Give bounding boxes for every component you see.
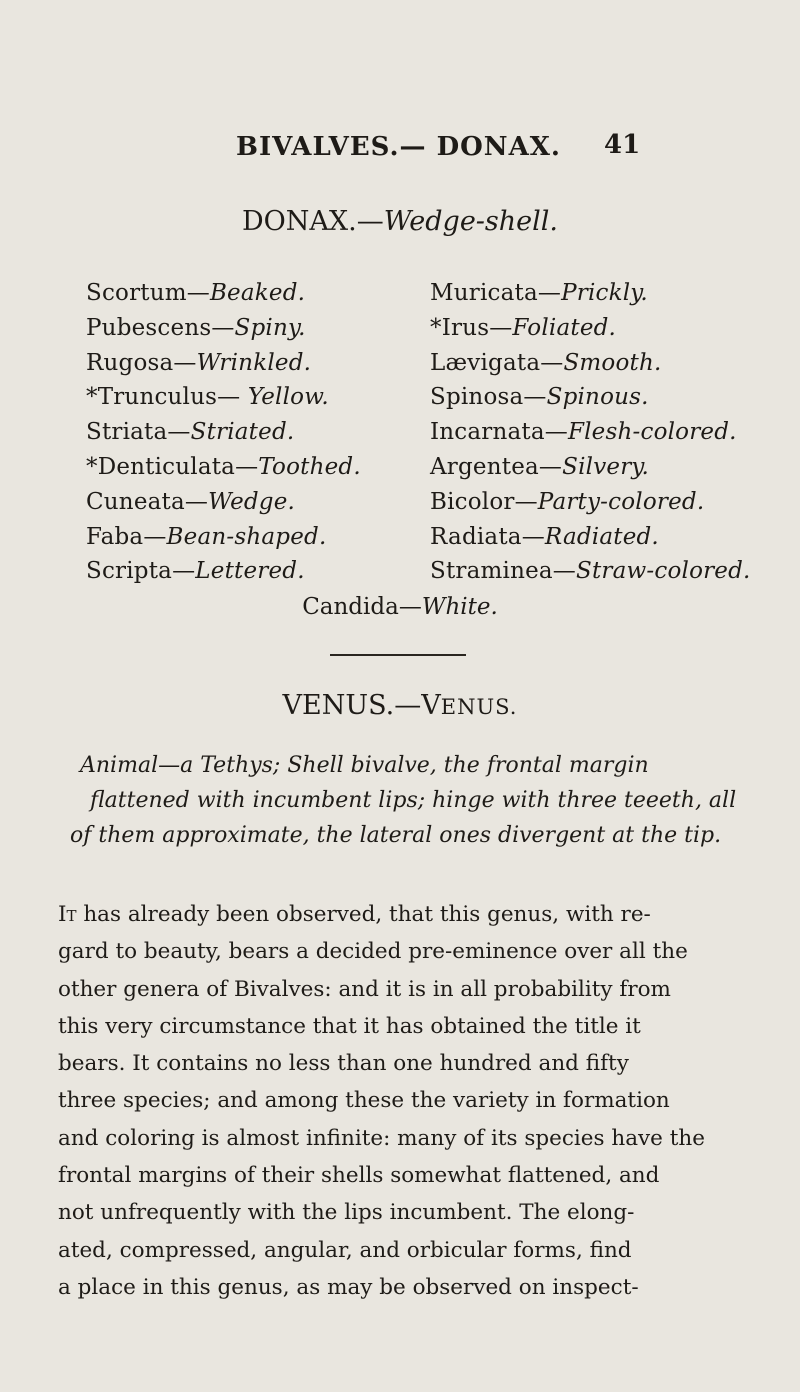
species-english: Wedge. <box>208 488 296 515</box>
species-entry <box>430 520 751 555</box>
species-english: Silvery. <box>562 453 650 480</box>
species-latin: Argentea— <box>430 453 563 480</box>
species-entry <box>430 276 751 311</box>
species-english: Smooth. <box>563 349 662 376</box>
body-line: other genera of Bivalves: and it is in all probability from <box>58 976 671 1002</box>
species-entry <box>86 485 361 520</box>
species-english: Yellow. <box>247 384 329 411</box>
page-number: 41 <box>604 130 641 160</box>
species-latin: Candida— <box>302 594 422 620</box>
species-entry <box>86 415 361 450</box>
species-english: Spiny. <box>234 314 306 341</box>
species-entry-centered <box>0 590 800 624</box>
species-latin: Scripta— <box>86 558 196 585</box>
species-latin: Scortum— <box>86 280 210 306</box>
species-latin: *Trunculus— <box>86 384 248 411</box>
body-line: frontal margins of their shells somewhat flattened, and <box>58 1163 660 1189</box>
species-english: Radiated. <box>544 523 659 550</box>
species-entry <box>430 311 751 346</box>
venus-section-title <box>0 690 800 721</box>
body-paragraph <box>58 896 748 1306</box>
body-line: this very circumstance that it has obtained the title it <box>58 1013 641 1039</box>
species-english: Wrinkled. <box>196 349 312 376</box>
running-head: BIVALVES.— DONAX. <box>236 132 561 162</box>
species-latin: Straminea— <box>430 558 577 585</box>
species-english: Prickly. <box>561 280 648 306</box>
species-latin: Pubescens— <box>86 314 235 341</box>
species-column-right <box>430 276 751 589</box>
body-line: three species; and among these the variety in formation <box>58 1088 670 1114</box>
species-entry <box>86 380 361 415</box>
body-line-rest: has already been observed, that this genus, with re- <box>76 902 651 927</box>
species-latin: Lævigata— <box>430 349 564 376</box>
donax-section-title <box>0 206 800 237</box>
species-entry <box>86 311 361 346</box>
species-latin: *Irus— <box>430 314 513 341</box>
venus-common-name: ENUS. <box>440 695 518 719</box>
species-english: Lettered. <box>195 558 305 585</box>
body-line: ated, compressed, angular, and orbicular forms, find <box>58 1237 632 1263</box>
species-entry <box>86 276 361 311</box>
species-english: Party-colored. <box>537 488 705 515</box>
species-english: Bean-shaped. <box>166 523 327 550</box>
species-english: Striated. <box>190 419 295 446</box>
species-english: Toothed. <box>258 453 361 480</box>
species-entry <box>430 380 751 415</box>
species-latin: Radiata— <box>430 523 545 550</box>
body-line: a place in this genus, as may be observed on inspect- <box>58 1274 639 1300</box>
section-divider <box>330 654 466 656</box>
donax-common-name: Wedge-shell. <box>383 206 558 237</box>
species-english: Straw-colored. <box>576 558 751 585</box>
species-entry <box>86 520 361 555</box>
species-entry <box>86 554 361 589</box>
species-latin: Incarnata— <box>430 419 568 446</box>
character-line: of them approximate, the lateral ones divergent at the tip. <box>70 823 722 848</box>
body-line: not unfrequently with the lips incumbent. The elong- <box>58 1200 635 1226</box>
species-english: Spinous. <box>546 384 649 411</box>
species-latin: Spinosa— <box>430 384 547 411</box>
species-latin: Muricata— <box>430 280 562 306</box>
body-first-word: It <box>58 902 77 927</box>
character-line: Animal—a Tethys; Shell bivalve, the frontal margin <box>80 753 649 778</box>
venus-genus: VENUS.—V <box>282 690 441 721</box>
species-latin: Faba— <box>86 523 167 550</box>
genus-character <box>70 748 750 853</box>
species-english: Beaked. <box>209 280 306 306</box>
species-latin: Bicolor— <box>430 488 538 515</box>
species-entry <box>430 346 751 381</box>
species-entry <box>430 554 751 589</box>
species-latin: Cuneata— <box>86 488 209 515</box>
species-entry <box>430 485 751 520</box>
donax-genus: DONAX.— <box>242 206 384 237</box>
body-line <box>58 896 748 933</box>
body-line: gard to beauty, bears a decided pre-eminence over all the <box>58 939 688 965</box>
species-latin: Striata— <box>86 419 191 446</box>
species-english: Foliated. <box>512 314 617 341</box>
species-entry <box>86 450 361 485</box>
body-line: bears. It contains no less than one hundred and fifty <box>58 1051 629 1077</box>
species-latin: *Denticulata— <box>86 453 259 480</box>
species-entry <box>430 415 751 450</box>
species-entry <box>86 346 361 381</box>
character-line: flattened with incumbent lips; hinge with three teeeth, all <box>90 788 737 813</box>
species-latin: Rugosa— <box>86 349 197 376</box>
species-column-left <box>86 276 361 589</box>
body-line: and coloring is almost infinite: many of its species have the <box>58 1125 705 1151</box>
species-english: White. <box>421 594 498 620</box>
species-english: Flesh-colored. <box>567 419 737 446</box>
species-entry <box>430 450 751 485</box>
